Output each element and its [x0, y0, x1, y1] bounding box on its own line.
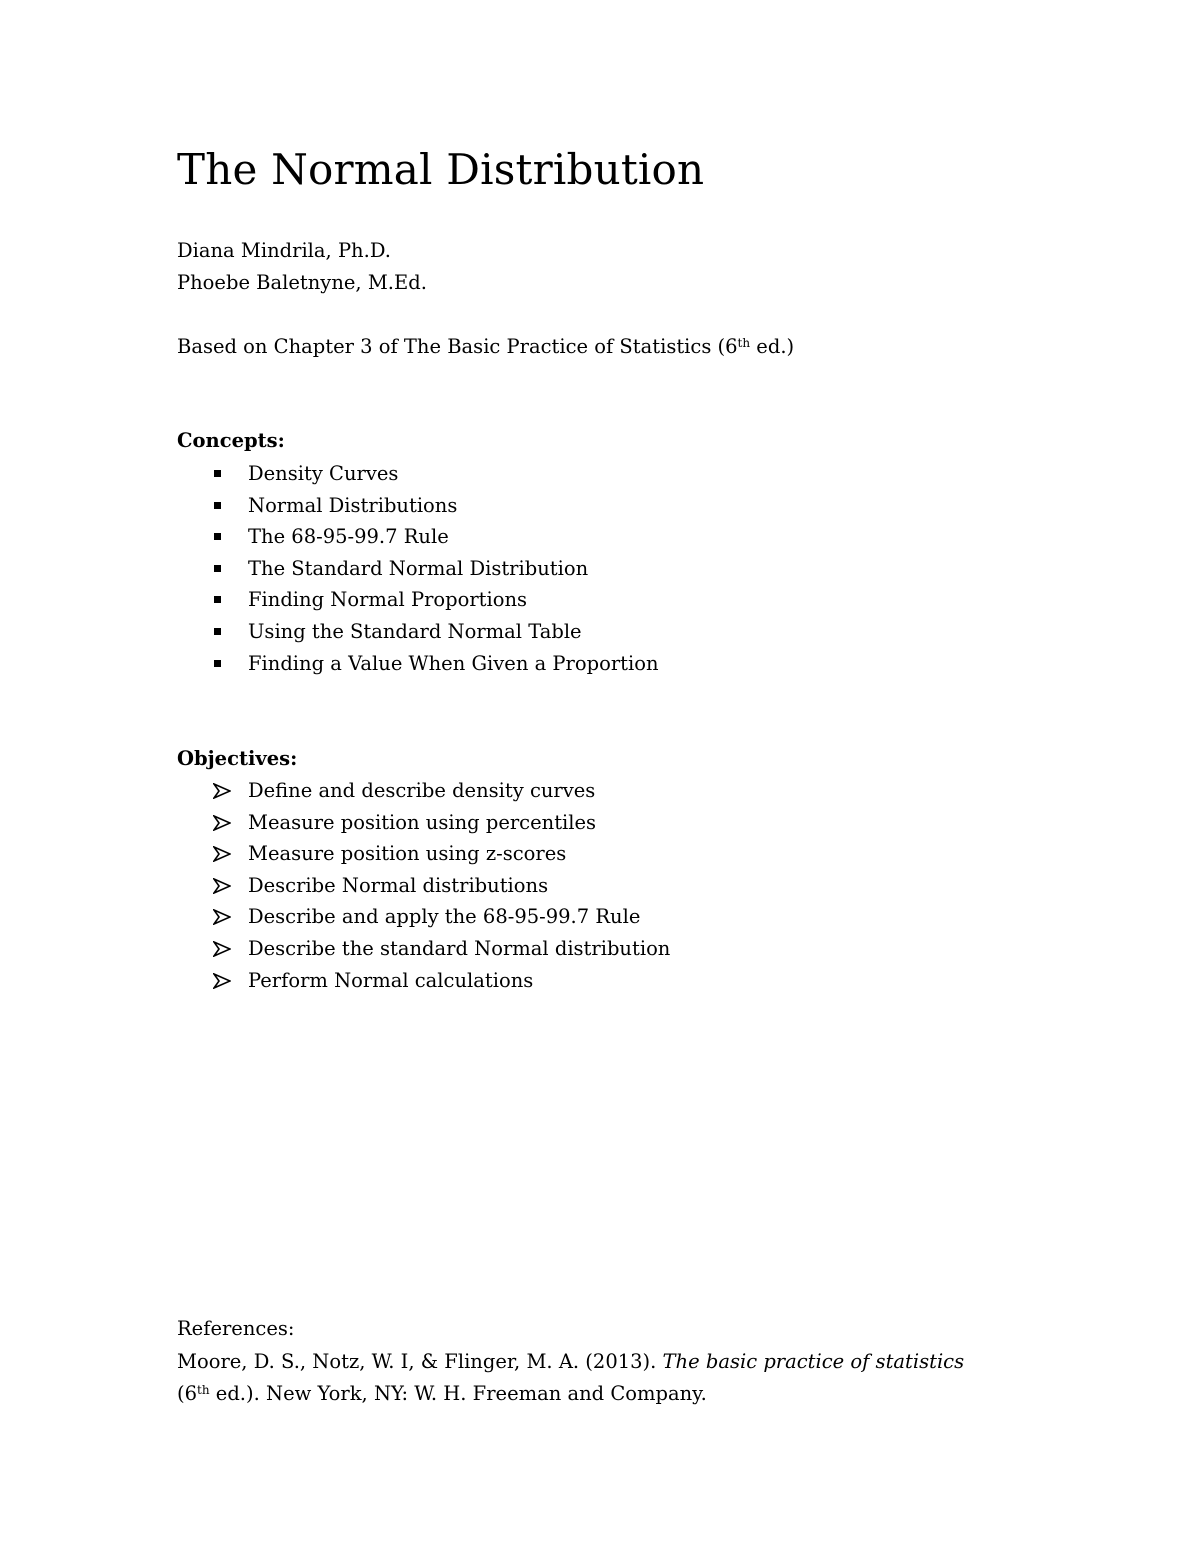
- list-item: [177, 965, 670, 997]
- objective-text: Measure position using percentiles: [248, 810, 597, 834]
- arrow-bullet-icon: [213, 941, 231, 957]
- reference-book-title: The basic practice of statistics: [662, 1350, 965, 1373]
- concept-text: Using the Standard Normal Table: [248, 619, 582, 643]
- objectives-heading: Objectives:: [177, 747, 298, 770]
- objectives-list: [177, 775, 670, 996]
- square-bullet-icon: [214, 502, 221, 509]
- concepts-list: [177, 458, 659, 679]
- arrow-bullet-icon: [213, 783, 231, 799]
- source-note-text: Based on Chapter 3 of The Basic Practice of Statistics (6: [177, 335, 738, 358]
- objective-text: Describe and apply the 68-95-99.7 Rule: [248, 905, 641, 929]
- objective-text: Define and describe density curves: [248, 779, 596, 802]
- list-item: [177, 584, 659, 616]
- objective-text: Measure position using z-scores: [248, 842, 567, 866]
- reference-edition: (6: [177, 1381, 198, 1405]
- reference-authors-year: Moore, D. S., Notz, W. I, & Flinger, M. A. (2013).: [177, 1350, 663, 1373]
- objective-text: Describe the standard Normal distribution: [248, 936, 671, 960]
- arrow-bullet-icon: [213, 878, 231, 894]
- square-bullet-icon: [214, 596, 221, 603]
- concept-text: Density Curves: [248, 462, 399, 485]
- concept-text: Finding Normal Proportions: [248, 588, 528, 612]
- square-bullet-icon: [214, 628, 221, 635]
- objective-text: Perform Normal calculations: [248, 968, 534, 992]
- list-item: [177, 775, 670, 807]
- arrow-bullet-icon: [213, 846, 231, 862]
- concept-text: Finding a Value When Given a Proportion: [248, 651, 659, 675]
- reference-publisher: ed.). New York, NY: W. H. Freeman and Company.: [209, 1381, 707, 1405]
- author-secondary: Phoebe Baletnyne, M.Ed.: [177, 271, 427, 294]
- references-heading: References:: [177, 1317, 295, 1340]
- square-bullet-icon: [214, 660, 221, 667]
- list-item: [177, 553, 659, 585]
- square-bullet-icon: [214, 565, 221, 572]
- objective-text: Describe Normal distributions: [248, 873, 549, 897]
- arrow-bullet-icon: [213, 909, 231, 925]
- list-item: [177, 838, 670, 870]
- square-bullet-icon: [214, 470, 221, 477]
- document-title: The Normal Distribution: [177, 145, 705, 194]
- list-item: [177, 521, 659, 553]
- arrow-bullet-icon: [213, 815, 231, 831]
- list-item: [177, 870, 670, 902]
- list-item: [177, 616, 659, 648]
- list-item: [177, 933, 670, 965]
- list-item: [177, 648, 659, 680]
- concept-text: Normal Distributions: [248, 493, 458, 517]
- reference-edition-superscript: th: [197, 1382, 210, 1397]
- square-bullet-icon: [214, 533, 221, 540]
- source-note: [177, 332, 794, 362]
- arrow-bullet-icon: [213, 973, 231, 989]
- concept-text: The 68-95-99.7 Rule: [248, 525, 449, 549]
- list-item: [177, 458, 659, 490]
- list-item: [177, 490, 659, 522]
- reference-entry: [177, 1346, 997, 1409]
- source-note-suffix: ed.): [750, 335, 795, 358]
- list-item: [177, 807, 670, 839]
- concept-text: The Standard Normal Distribution: [248, 556, 589, 580]
- list-item: [177, 901, 670, 933]
- concepts-heading: Concepts:: [177, 429, 285, 452]
- edition-superscript: th: [737, 336, 751, 350]
- author-primary: Diana Mindrila, Ph.D.: [177, 239, 391, 262]
